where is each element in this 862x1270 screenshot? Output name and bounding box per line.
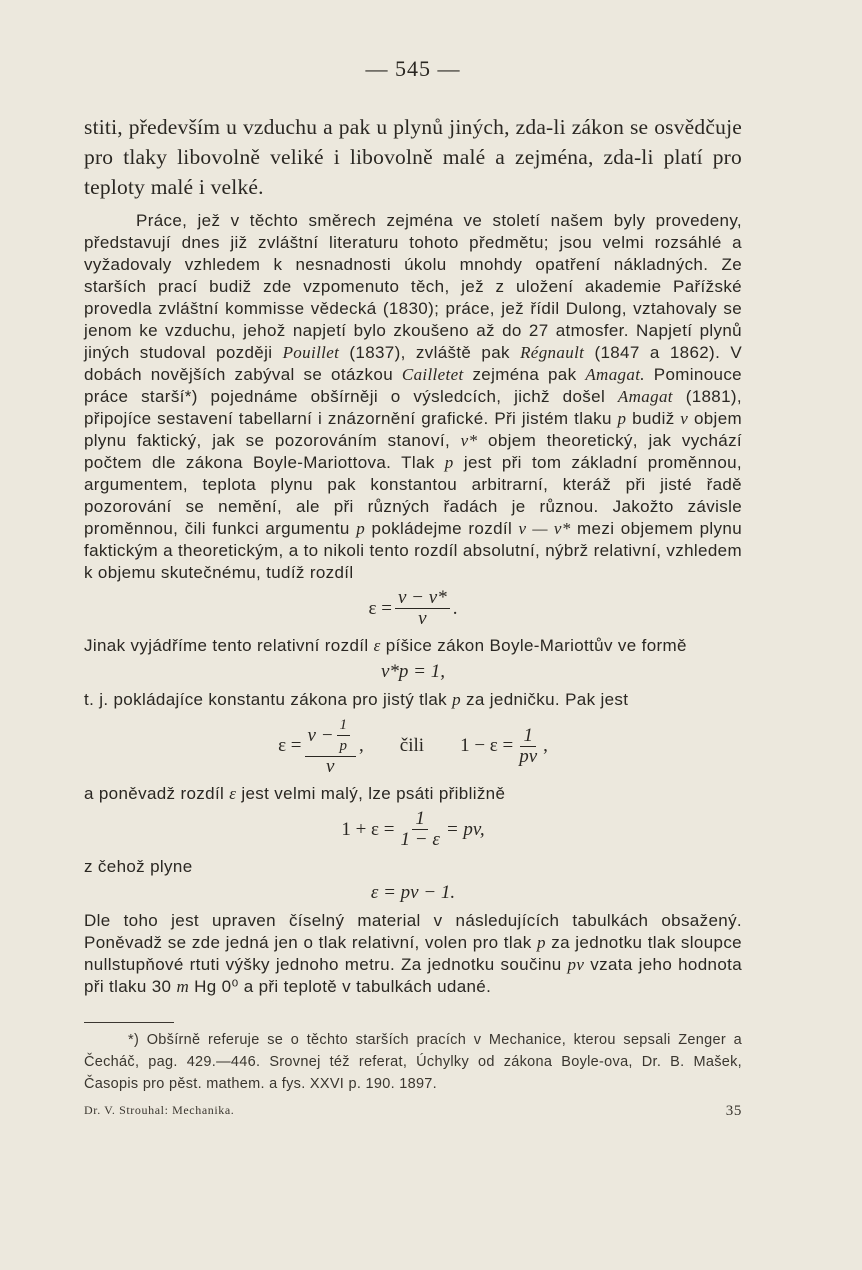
page-number: — 545 — xyxy=(365,56,461,81)
formula-rhs: = pv, xyxy=(445,818,485,840)
inner-fraction xyxy=(337,715,351,756)
footnote-divider xyxy=(84,1022,174,1023)
var-vstar: v* xyxy=(460,431,478,450)
fraction-denominator: v xyxy=(326,756,335,777)
var-p: p xyxy=(537,933,546,952)
fraction xyxy=(516,726,540,767)
formula-text: ε = pv − 1. xyxy=(370,882,456,903)
formula-lhs: ε = xyxy=(278,735,302,756)
fraction-numerator: v − v* xyxy=(395,588,450,609)
text-run: objem theoretický, jak vychází počtem dle zákona Boyle-Mariottova. Tlak xyxy=(84,431,742,472)
formula-rhs-lhs: 1 − ε = xyxy=(460,735,514,756)
inner-numerator: 1 xyxy=(337,715,351,736)
text-run: mezi objemem plynu faktickým a theoretickým, a to nikoli tento rozdíl absolutní, nýbrž relativní, vzhledem k objemu skutečnému, tudíž rozdíl xyxy=(84,519,742,582)
footnote: *) Obšírně referuje se o těchto starších pracích v Mechanice, kterou sepsali Zenger a Čecháč, pag. 429.—446. Srovnej též referat, Úchylky od zákona Boyle-ova, Dr. B. Mašek, Časopis pro pěst. mathem. a fys. XXVI p. 190. 1897. xyxy=(84,1032,742,1092)
fraction-numerator xyxy=(305,715,357,757)
formula-result xyxy=(84,882,742,904)
paragraph-2 xyxy=(84,210,742,584)
text-run: Dle toho jest upraven číselný material v následujících tabulkách obsažený. Poněvadž se zde jedná jen o tlak relativní, volen pro tlak xyxy=(84,911,742,952)
formula-epsilon-expansion xyxy=(84,715,742,777)
name-amagat: Amagat. xyxy=(585,365,645,384)
text-run: jest při tom základní proměnnou, argumentem, teplota plynu pak konstantou arbitrarní, kteráž při jisté řadě pozorování se nemění, ale při různých řadách je různou. Jakožto závisle proměnnou, čili funkci argumentu xyxy=(84,453,743,538)
text-run: (1881), připojíce sestavení tabellarní i znázornění grafické. Při jistém tlaku xyxy=(84,387,743,428)
signature: Dr. V. Strouhal: Mechanika. xyxy=(84,1103,235,1117)
paragraph-3 xyxy=(84,635,742,657)
formula-lhs: ε = xyxy=(368,597,392,619)
text-run: pokládejme rozdíl xyxy=(371,519,513,538)
text-run: objem plynu faktický, jak se pozorováním stanoví, xyxy=(84,409,743,450)
var-p: p xyxy=(356,519,366,538)
formula-boyle-mariotte xyxy=(84,661,742,683)
text-run: jest velmi malý, lze psáti přibližně xyxy=(241,784,506,803)
text-run: Hg 0⁰ a při teplotě v tabulkách udané. xyxy=(194,977,492,996)
fraction xyxy=(398,809,443,850)
numerator-prefix: v − xyxy=(307,724,334,746)
text-run: (1837), zvláště pak xyxy=(349,343,510,362)
fraction-numerator: 1 xyxy=(412,809,428,830)
formula-conjunction: čili xyxy=(399,735,425,756)
formula-lhs: 1 + ε = xyxy=(341,818,395,840)
paragraph-6: z čehož plyne xyxy=(84,857,193,876)
var-p: p xyxy=(617,409,627,428)
formula-text: v*p = 1, xyxy=(380,661,445,682)
formula-comma: , xyxy=(359,735,364,756)
inner-denominator: p xyxy=(339,738,348,754)
text-run: Jinak vyjádříme tento relativní rozdíl xyxy=(84,636,369,655)
var-m: m xyxy=(176,977,190,996)
text-run: (1847 a 1862). V dobách novějších zabýval se otázkou xyxy=(84,343,743,384)
text-run: Pominouce práce starší*) pojednáme obšírněji o výsledcích, jichž došel xyxy=(84,365,742,406)
text-run: a poněvadž rozdíl xyxy=(84,784,225,803)
text-run: píšice zákon Boyle-Mariottův ve formě xyxy=(385,636,687,655)
fraction xyxy=(305,715,357,777)
text-run: zejména pak xyxy=(472,365,577,384)
text-run: budiž xyxy=(632,409,675,428)
var-epsilon: ε xyxy=(373,636,381,655)
text-run: vzata jeho hodnota při tlaku 30 xyxy=(84,955,742,996)
var-expr: v — v* xyxy=(518,519,571,538)
fraction-denominator: 1 − ε xyxy=(400,829,440,850)
fraction-numerator: 1 xyxy=(520,726,536,747)
fraction-denominator: pv xyxy=(519,745,538,767)
sheet-number: 35 xyxy=(725,1103,742,1119)
paragraph-4 xyxy=(84,689,742,711)
var-v: v xyxy=(680,409,689,428)
var-p: p xyxy=(452,690,461,709)
text-run: za jednotku tlak sloupce nullstupňové rtuti výšky jednoho metru. Za jednotku součinu xyxy=(84,933,742,974)
var-epsilon: ε xyxy=(229,784,237,803)
paragraph-1: stiti, především u vzduchu a pak u plynů jiných, zda-li zákon se osvědčuje pro tlaky libovolně veliké i libovolně malé a zejména, zda-li platí pro teploty malé i velké. xyxy=(84,115,742,199)
name-regnault: Régnault xyxy=(520,343,585,362)
fraction xyxy=(395,588,450,629)
paragraph-7 xyxy=(84,910,742,998)
text-run: Práce, jež v těchto směrech zejména ve století našem byly provedeny, představují dnes již zvláštní literaturu tohoto předmětu; jsou velmi rozsáhlé a vyžadovaly vzhledem k nesnadnosti úkolu mnohdy opatření nákladných. Ze starších prací budiž zde vzpomenuto těch, jež z uložení akademie Pařížské provedla zvláštní kommisse vědecká (1830); práce, jež řídil Dulong, vztahovaly se jenom ke vzduchu, jehož napjetí bylo zkoušeno až do 27 atmosfer. Napjetí plynů jiných studoval později xyxy=(84,211,742,362)
name-pouillet: Pouillet xyxy=(282,343,340,362)
formula-tail: . xyxy=(452,597,458,619)
fraction-denominator: v xyxy=(418,608,427,629)
formula-approximation xyxy=(84,809,742,850)
paragraph-5 xyxy=(84,783,742,805)
formula-epsilon-def xyxy=(84,588,742,629)
text-run: t. j. pokládajíce konstantu zákona pro jistý tlak xyxy=(84,690,448,709)
name-cailletet: Cailletet xyxy=(401,365,464,384)
text-run: za jedničku. Pak jest xyxy=(466,690,629,709)
signature-row xyxy=(84,1103,742,1120)
var-p: p xyxy=(444,453,454,472)
formula-tail: , xyxy=(543,735,548,756)
name-amagat: Amagat xyxy=(617,387,673,406)
var-pv: pv xyxy=(567,955,585,974)
